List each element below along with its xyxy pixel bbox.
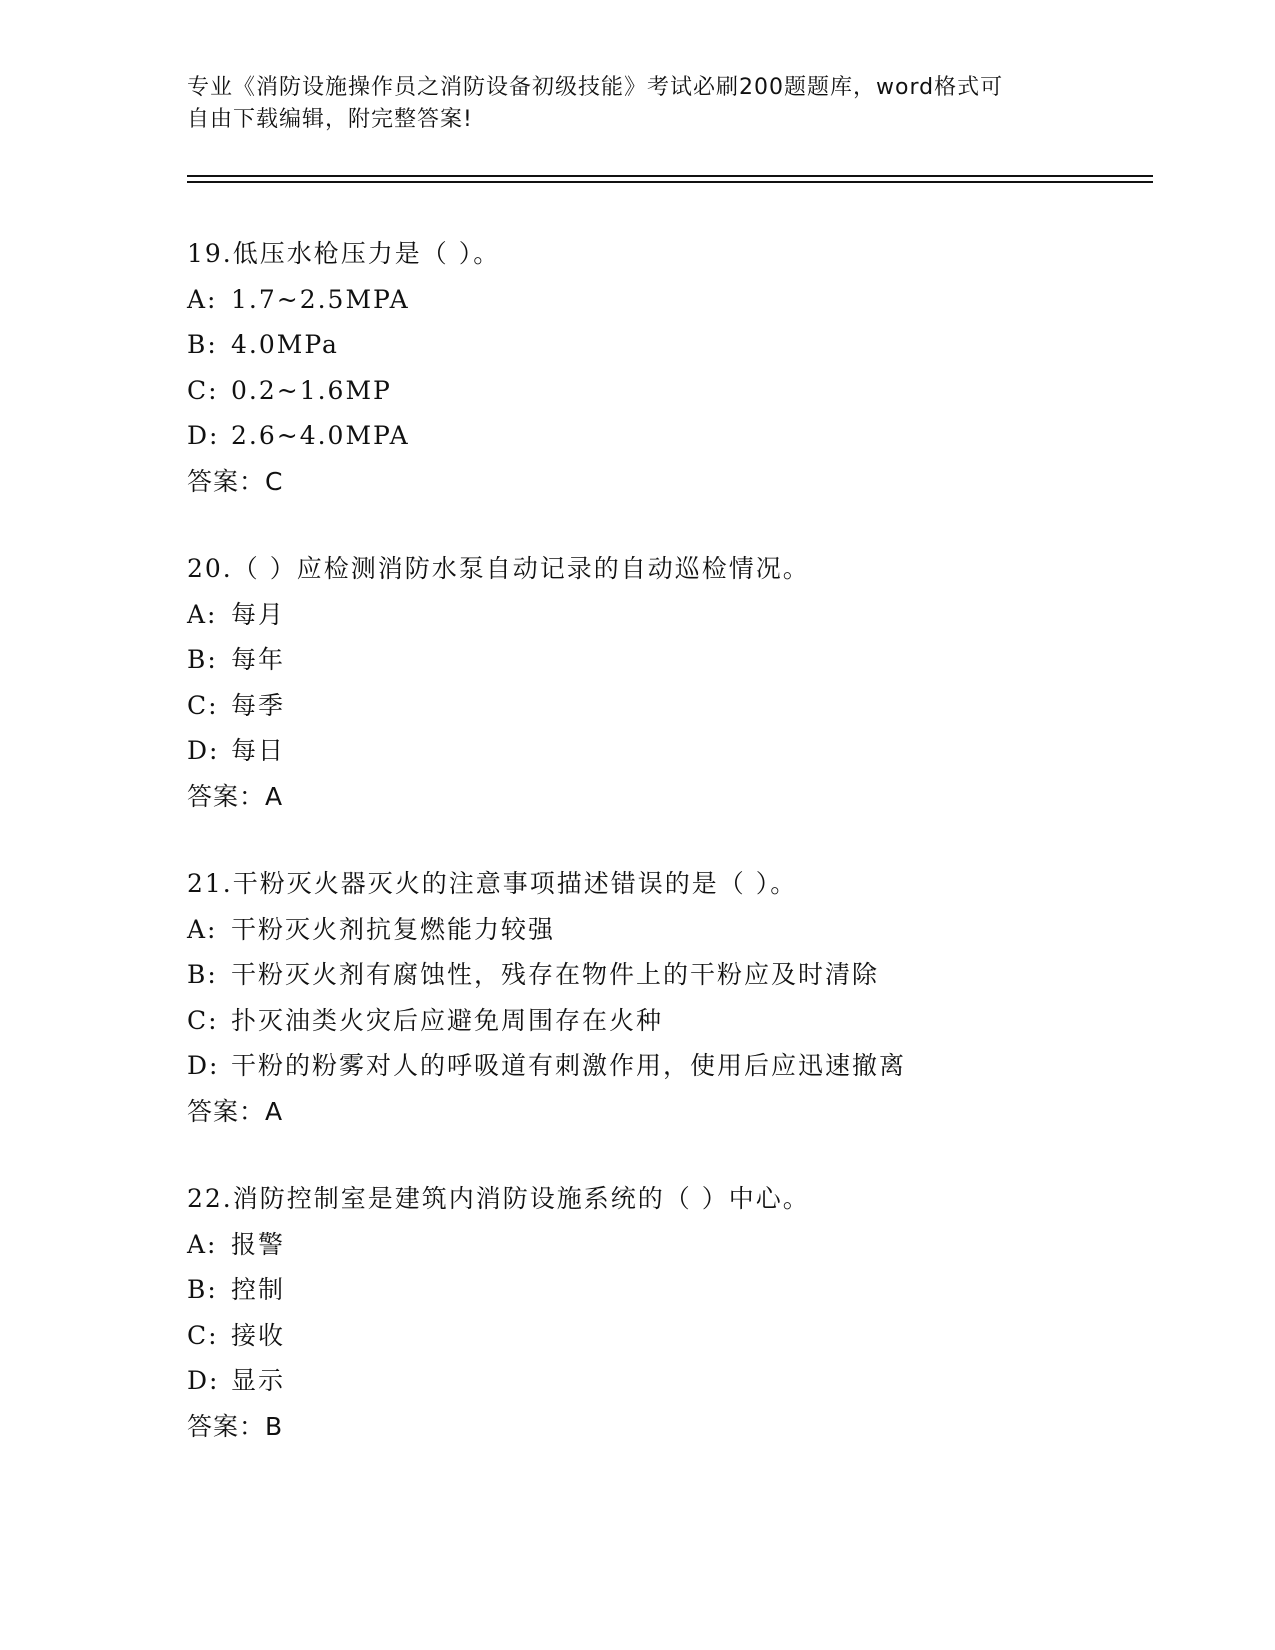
header-line-1: 专业《消防设施操作员之消防设备初级技能》考试必刷200题题库，word格式可 [187,75,1004,100]
option-letter: B: [187,330,218,359]
option-c [187,375,1167,421]
option-a [187,914,1167,960]
option-text: 报警 [231,1229,286,1259]
option-text: 每年 [231,645,286,674]
option-text: 干粉灭火剂抗复燃能力较强 [231,914,556,944]
option-d [187,735,1167,781]
option-letter: A: [187,284,218,314]
question-21 [187,868,1167,1128]
option-letter: B: [187,645,218,674]
option-text: 接收 [231,1320,286,1350]
option-text: 0.2~1.6MP [231,375,392,405]
answer-line: 答案：A [187,781,284,811]
option-text: 每日 [231,736,286,765]
header-line-2: 自由下载编辑，附完整答案! [187,107,473,132]
option-letter: C: [187,1005,219,1035]
option-text: 干粉的粉雾对人的呼吸道有刺激作用，使用后应迅速撤离 [231,1051,907,1080]
option-letter: A: [187,599,218,629]
option-d [187,420,1167,466]
option-letter: D: [187,1051,220,1080]
question-20 [187,553,1167,813]
question-stem: 20.（ ）应检测消防水泵自动记录的自动巡检情况。 [187,554,810,583]
option-text: 扑灭油类火灾后应避免周围存在火种 [231,1005,664,1035]
option-b [187,644,1167,690]
option-letter: C: [187,1320,219,1350]
option-text: 每月 [231,599,286,629]
option-c [187,690,1167,736]
option-text: 1.7~2.5MPA [231,284,410,314]
option-letter: C: [187,690,219,720]
option-letter: C: [187,375,219,405]
option-letter: A: [187,914,218,944]
option-letter: D: [187,736,220,765]
answer-line: 答案：C [187,466,284,496]
option-text: 显示 [231,1366,286,1395]
option-text: 4.0MPa [231,330,339,359]
question-stem: 21.干粉灭火器灭火的注意事项描述错误的是（ ）。 [187,869,798,898]
option-letter: D: [187,1366,220,1395]
option-b [187,959,1167,1005]
option-letter: A: [187,1229,218,1259]
option-letter: B: [187,960,218,989]
option-a [187,599,1167,645]
document-header [187,72,1087,136]
option-a [187,284,1167,330]
question-22 [187,1183,1167,1443]
option-text: 每季 [231,690,286,720]
question-stem: 19.低压水枪压力是（ ）。 [187,239,501,268]
option-d [187,1050,1167,1096]
option-a [187,1229,1167,1275]
header-divider-bottom [187,181,1153,183]
option-d [187,1365,1167,1411]
option-c [187,1005,1167,1051]
option-text: 干粉灭火剂有腐蚀性，残存在物件上的干粉应及时清除 [231,960,880,989]
option-letter: D: [187,421,220,450]
question-19 [187,238,1167,498]
answer-line: 答案：B [187,1411,284,1441]
option-b [187,329,1167,375]
option-b [187,1274,1167,1320]
option-text: 控制 [231,1275,286,1304]
option-text: 2.6~4.0MPA [231,421,410,450]
header-divider-top [187,175,1153,177]
option-letter: B: [187,1275,218,1304]
option-c [187,1320,1167,1366]
answer-line: 答案：A [187,1096,284,1126]
question-stem: 22.消防控制室是建筑内消防设施系统的（ ）中心。 [187,1184,810,1213]
